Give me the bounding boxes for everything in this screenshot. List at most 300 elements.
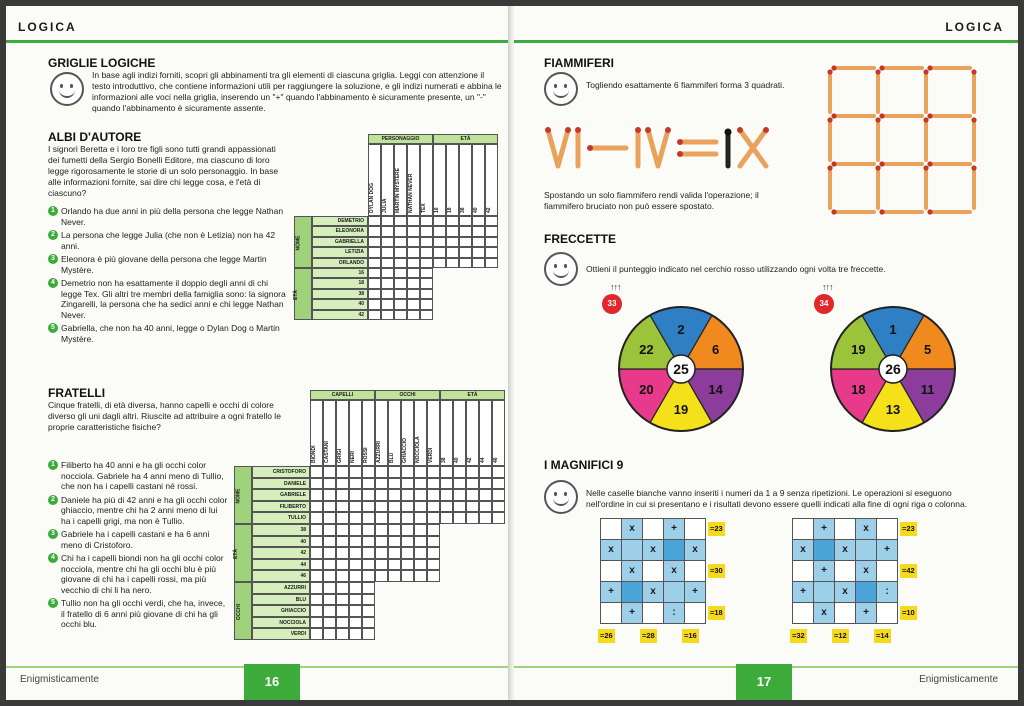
grid-cell [492, 466, 505, 478]
grid-cell [492, 489, 505, 501]
grid-cell [466, 478, 479, 490]
grid-column-label [407, 144, 420, 216]
clue-text: Daniele ha più di 42 anni e ha gli occhi color ghiaccio, mentre chi ha 2 anni meno di lui ha i capelli grigi, ma non è Tullio. [61, 494, 228, 526]
grid-cell [375, 536, 388, 548]
grid-cell [323, 524, 336, 536]
grid-cell [472, 258, 485, 268]
grid-cell [394, 289, 407, 299]
grid-row-label: ELEONORA [312, 226, 368, 236]
grid-cell [375, 501, 388, 513]
center-value: 25 [673, 361, 689, 377]
grid-cell [394, 278, 407, 288]
clue-number: 4 [48, 278, 58, 288]
match-head [927, 161, 932, 166]
grid-cell [368, 247, 381, 257]
smiley-icon [50, 72, 84, 106]
grid-cell [310, 524, 323, 536]
match-head [927, 209, 932, 214]
grid-column-label [401, 400, 414, 466]
grid-cell [427, 524, 440, 536]
grid-cell [420, 247, 433, 257]
grid-cell [310, 559, 323, 571]
match-head [831, 161, 836, 166]
operator-cell: : [663, 602, 685, 624]
grid-column-text: NATHAN NEVER [407, 173, 414, 213]
grid-cell [420, 226, 433, 236]
grid-cell [466, 466, 479, 478]
operator-cell: x [684, 539, 706, 561]
grid-cell [362, 512, 375, 524]
grid-cell [310, 570, 323, 582]
grid-cell [472, 226, 485, 236]
sector-value: 2 [677, 322, 685, 337]
grid-column-text: AZZURRI [375, 441, 382, 463]
grid-cell [466, 501, 479, 513]
grid-cell [323, 478, 336, 490]
grid-cell [401, 547, 414, 559]
grid-cell [388, 512, 401, 524]
grid-column-text: TEX [420, 203, 427, 213]
grid-column-label [453, 400, 466, 466]
sector-value: 1 [889, 322, 897, 337]
grid-row-label: DEMETRIO [312, 216, 368, 226]
grid-cell [362, 489, 375, 501]
grid-column-text: JULIA [381, 198, 388, 213]
grid-cell [459, 258, 472, 268]
grid-cell [375, 559, 388, 571]
grid-cell [310, 478, 323, 490]
clue-text: Filiberto ha 40 anni e ha gli occhi color nocciola. Gabriele ha 4 anni meno di Tullio, che non ha i capelli castani né rossi. [61, 460, 224, 491]
grid-cell [368, 216, 381, 226]
grid-cell [381, 310, 394, 320]
grid-cell [362, 605, 375, 617]
grid-cell [453, 501, 466, 513]
grid-cell [323, 628, 336, 640]
column-result: =14 [874, 629, 891, 643]
albi-title: ALBI D'AUTORE [48, 130, 142, 144]
grid-cell [349, 512, 362, 524]
darts-icon: ↑↑↑ [822, 282, 833, 292]
operator-cell: + [792, 581, 814, 603]
grid-group-text: ETÀ [293, 290, 299, 300]
grid-cell [446, 237, 459, 247]
grid-cell [310, 594, 323, 606]
clue-text: Orlando ha due anni in più della persona che legge Nathan Never. [61, 206, 284, 227]
grid-column-label [375, 400, 388, 466]
grid-cell [792, 602, 814, 624]
grid-cell [663, 539, 685, 561]
grid-cell [414, 489, 427, 501]
clue-number: 5 [48, 323, 58, 333]
operator-cell: x [834, 539, 856, 561]
grid-row-label: 38 [312, 289, 368, 299]
grid-group-header: PERSONAGGIO [368, 134, 433, 144]
grid-cell [375, 512, 388, 524]
operator-cell: + [663, 518, 685, 540]
clue-item [48, 529, 228, 550]
center-value: 26 [885, 361, 901, 377]
grid-cell [420, 278, 433, 288]
grid-cell [381, 216, 394, 226]
grid-cell [349, 605, 362, 617]
grid-cell [381, 278, 394, 288]
grid-cell [349, 582, 362, 594]
grid-column-text: 38 [440, 457, 447, 463]
grid-cell [684, 602, 706, 624]
grid-cell [336, 547, 349, 559]
grid-cell [834, 602, 856, 624]
clue-item [48, 254, 286, 275]
grid-cell [323, 605, 336, 617]
grid-cell [414, 559, 427, 571]
grid-cell [336, 628, 349, 640]
smiley-icon [544, 252, 578, 286]
grid-cell [420, 310, 433, 320]
right-page [514, 6, 1018, 700]
grid-cell [388, 547, 401, 559]
grid-cell [642, 518, 664, 540]
grid-cell [401, 478, 414, 490]
albi-clues [48, 206, 286, 347]
grid-column-text: 16 [433, 207, 440, 213]
grid-cell [362, 478, 375, 490]
grid-cell [336, 605, 349, 617]
grid-cell [394, 258, 407, 268]
sector-value: 20 [639, 382, 654, 397]
clue-item [48, 206, 286, 227]
left-footer [6, 656, 510, 700]
grid-row-label: TULLIO [252, 512, 310, 524]
match-head [879, 113, 884, 118]
grid-cell [336, 617, 349, 629]
grid-cell [394, 247, 407, 257]
grid-cell [323, 536, 336, 548]
grid-cell [472, 237, 485, 247]
grid-cell [349, 501, 362, 513]
sector-value: 19 [851, 342, 866, 357]
grid-cell [368, 310, 381, 320]
grid-cell [663, 581, 685, 603]
grid-cell [362, 524, 375, 536]
operator-cell: + [813, 518, 835, 540]
grid-cell [349, 489, 362, 501]
grid-cell [479, 512, 492, 524]
grid-cell [446, 226, 459, 236]
page-number: 17 [736, 664, 792, 700]
right-header-label: LOGICA [945, 20, 1004, 34]
grid-cell [336, 489, 349, 501]
grid-group-text: NOME [295, 235, 302, 251]
grid-cell [414, 547, 427, 559]
grid-cell [855, 539, 877, 561]
grid-cell [440, 512, 453, 524]
grid-cell [472, 247, 485, 257]
grid-cell [323, 594, 336, 606]
grid-cell [427, 570, 440, 582]
clue-number: 3 [48, 529, 58, 539]
grid-cell [394, 216, 407, 226]
grid-cell [323, 547, 336, 559]
row-result: =42 [900, 564, 917, 578]
grid-cell [492, 478, 505, 490]
grid-cell [323, 582, 336, 594]
grid-row-label: 16 [312, 268, 368, 278]
header-rule [6, 40, 510, 43]
grid-cell [362, 536, 375, 548]
grid-column-label [381, 144, 394, 216]
grid-cell [642, 602, 664, 624]
grid-cell [485, 216, 498, 226]
grid-cell [323, 570, 336, 582]
grid-cell [349, 478, 362, 490]
grid-cell [381, 247, 394, 257]
match-head [879, 65, 884, 70]
smiley-icon [544, 480, 578, 514]
grid-cell [310, 536, 323, 548]
grid-cell [420, 216, 433, 226]
grid-cell [427, 512, 440, 524]
clue-number: 4 [48, 553, 58, 563]
grid-column-label [472, 144, 485, 216]
clue-number: 2 [48, 230, 58, 240]
grid-row-label: GABRIELLA [312, 237, 368, 247]
grid-column-label [420, 144, 433, 216]
target-score: 33 [602, 294, 622, 314]
grid-cell [414, 512, 427, 524]
fratelli-clues [48, 460, 228, 633]
grid-cell [453, 489, 466, 501]
left-header [6, 6, 510, 46]
grid-cell [375, 547, 388, 559]
grid-column-label [466, 400, 479, 466]
grid-cell [440, 501, 453, 513]
grid-cell [440, 478, 453, 490]
grid-cell [414, 466, 427, 478]
grid-cell [407, 278, 420, 288]
grid-cell [485, 237, 498, 247]
grid-cell [600, 560, 622, 582]
grid-cell [433, 237, 446, 247]
match-head [831, 209, 836, 214]
grid-cell [394, 237, 407, 247]
grid-cell [446, 216, 459, 226]
matchstick-grid [824, 62, 984, 222]
grid-cell [427, 536, 440, 548]
grid-cell [310, 628, 323, 640]
fiammiferi-title: FIAMMIFERI [544, 56, 614, 70]
grid-cell [433, 226, 446, 236]
grid-cell [485, 247, 498, 257]
grid-cell [401, 559, 414, 571]
grid-cell [310, 617, 323, 629]
grid-row-label: 44 [252, 559, 310, 571]
operator-cell: + [600, 581, 622, 603]
grid-cell [323, 512, 336, 524]
grid-cell [420, 258, 433, 268]
grid-row-label: 40 [312, 299, 368, 309]
match-head [875, 165, 880, 170]
column-result: =26 [598, 629, 615, 643]
grid-cell [336, 512, 349, 524]
grid-column-text: NERI [349, 451, 356, 463]
sector-value: 19 [673, 402, 689, 417]
grid-cell [855, 581, 877, 603]
operator-cell: x [663, 560, 685, 582]
grid-cell [414, 501, 427, 513]
grid-column-label [485, 144, 498, 216]
grid-column-label [492, 400, 505, 466]
grid-cell [336, 524, 349, 536]
match-head [831, 65, 836, 70]
smiley-icon [544, 72, 578, 106]
clue-item [48, 230, 286, 251]
grid-cell [388, 501, 401, 513]
grid-cell [368, 258, 381, 268]
grid-cell [388, 536, 401, 548]
grid-cell [834, 518, 856, 540]
grid-cell [388, 478, 401, 490]
grid-cell [394, 226, 407, 236]
grid-cell [453, 478, 466, 490]
grid-column-label [414, 400, 427, 466]
grid-cell [401, 512, 414, 524]
grid-column-text: BLU [388, 452, 395, 463]
grid-cell [310, 466, 323, 478]
grid-cell [407, 258, 420, 268]
grid-cell [459, 226, 472, 236]
grid-column-text: DYLAN DOG [368, 183, 375, 213]
grid-cell [420, 268, 433, 278]
grid-cell [479, 478, 492, 490]
operator-cell: x [855, 518, 877, 540]
grid-cell [362, 559, 375, 571]
match-head [875, 117, 880, 122]
grid-row-label: 38 [252, 524, 310, 536]
grid-group-label [234, 524, 252, 582]
grid-cell [336, 570, 349, 582]
sector-value: 6 [712, 342, 720, 357]
grid-column-label [362, 400, 375, 466]
dartboard [828, 304, 958, 434]
grid-row-label: GHIACCIO [252, 605, 310, 617]
match-head [927, 113, 932, 118]
match-head [971, 117, 976, 122]
fratelli-title: FRATELLI [48, 386, 106, 400]
grid-cell [310, 547, 323, 559]
grid-cell [349, 559, 362, 571]
operator-cell: : [876, 581, 898, 603]
grid-row-label: BLU [252, 594, 310, 606]
sector-value: 11 [920, 382, 935, 397]
matchstick-equation [544, 124, 774, 174]
grid-row-label: VERDI [252, 628, 310, 640]
match-head [923, 165, 928, 170]
grid-cell [621, 539, 643, 561]
operator-cell: + [813, 560, 835, 582]
grid-column-text: 38 [459, 207, 466, 213]
grid-column-text: 42 [485, 207, 492, 213]
grid-column-label [310, 400, 323, 466]
grid-cell [368, 237, 381, 247]
grid-row-label: 42 [312, 310, 368, 320]
row-result: =23 [708, 522, 725, 536]
clue-item [48, 278, 286, 320]
clue-number: 1 [48, 206, 58, 216]
grid-cell [310, 512, 323, 524]
grid-cell [375, 570, 388, 582]
grid-column-text: BIONDI [310, 445, 317, 463]
grid-cell [349, 466, 362, 478]
sector-value: 18 [851, 382, 866, 397]
grid-cell [368, 289, 381, 299]
grid-cell [492, 501, 505, 513]
grid-cell [368, 268, 381, 278]
grid-cell [876, 518, 898, 540]
clue-number: 2 [48, 495, 58, 505]
grid-column-label [323, 400, 336, 466]
grid-cell [479, 489, 492, 501]
grid-group-text: OCCHI [236, 603, 243, 621]
match-head [971, 165, 976, 170]
grid-cell [349, 594, 362, 606]
grid-cell [414, 478, 427, 490]
grid-cell [427, 489, 440, 501]
grid-cell [453, 512, 466, 524]
operator-cell: x [621, 560, 643, 582]
grid-cell [323, 489, 336, 501]
operator-cell: + [684, 581, 706, 603]
operator-cell: x [600, 539, 622, 561]
grid-column-label [459, 144, 472, 216]
footer-book-title: Enigmisticamente [20, 674, 99, 685]
grid-cell [336, 594, 349, 606]
grid-cell [401, 524, 414, 536]
grid-column-label [388, 400, 401, 466]
grid-cell [388, 489, 401, 501]
grid-group-header: CAPELLI [310, 390, 375, 400]
grid-row-label: 40 [252, 536, 310, 548]
grid-cell [388, 559, 401, 571]
grid-group-label [234, 466, 252, 524]
grid-column-text: GRIGI [336, 448, 343, 463]
grid-cell [459, 237, 472, 247]
grid-cell [349, 570, 362, 582]
row-result: =10 [900, 606, 917, 620]
grid-cell [427, 478, 440, 490]
grid-column-text: 40 [472, 207, 479, 213]
magnifici-text: Nelle caselle bianche vanno inseriti i numeri da 1 a 9 senza ripetizioni. Le operazioni si eseguono nell'ordine in cui si presentano e i risultati devono essere quelli indicati alla fine di ogni riga o colonna. [586, 488, 968, 509]
grid-column-label [427, 400, 440, 466]
grid-cell [349, 524, 362, 536]
operator-cell: x [834, 581, 856, 603]
grid-column-text: 18 [446, 207, 453, 213]
grid-cell [336, 478, 349, 490]
fiammiferi-text2: Spostando un solo fiammifero rendi valida l'operazione; il fiammifero bruciato non può essere spostato. [544, 190, 759, 211]
grid-cell [336, 501, 349, 513]
match-head [827, 165, 832, 170]
grid-cell [427, 501, 440, 513]
grid-cell [440, 466, 453, 478]
grid-cell [375, 466, 388, 478]
grid-cell [388, 570, 401, 582]
grid-cell [362, 570, 375, 582]
grid-cell [362, 547, 375, 559]
grid-column-text: CASTANI [323, 441, 330, 463]
operator-cell: + [621, 602, 643, 624]
grid-cell [362, 501, 375, 513]
grid-column-text: MARTIN MYSTÈRE [394, 168, 401, 213]
match-head [879, 209, 884, 214]
